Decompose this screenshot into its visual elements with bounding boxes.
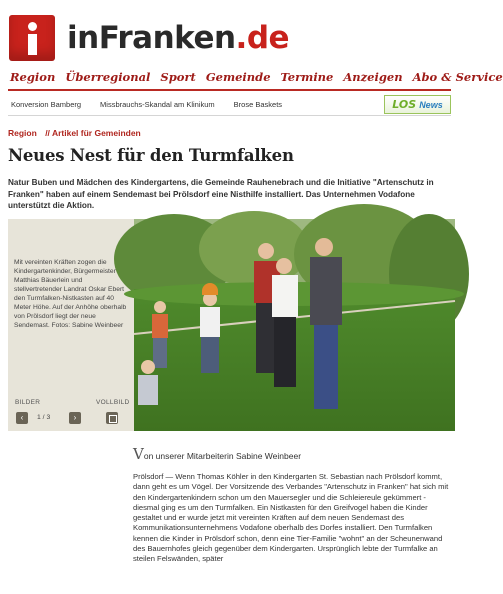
- breadcrumb-region[interactable]: Region: [8, 128, 37, 138]
- article-author: [133, 445, 301, 463]
- nav-item-sport[interactable]: Sport: [160, 70, 196, 84]
- nav-item-region[interactable]: Region: [10, 70, 56, 84]
- gallery-vollbild-label: VOLLBILD: [96, 399, 130, 406]
- main-nav: [10, 70, 503, 84]
- image-gallery: [8, 219, 455, 431]
- photo-scene: [134, 219, 455, 431]
- nav-item-gemeinde[interactable]: Gemeinde: [205, 70, 271, 84]
- los-badge-part2: News: [419, 99, 443, 110]
- site-logo[interactable]: [9, 12, 289, 64]
- subnav-item-konversion[interactable]: Konversion Bamberg: [11, 99, 82, 109]
- author-initial: V: [133, 445, 144, 463]
- gallery-caption: Mit vereinten Kräften zogen die Kindergartenkinder, Bürgermeister Matthias Bäuerlein und stellvertretender Landrat Oskar Ebert den Turmfalken-Nistkasten auf 40 Meter Höhe. Auf der Anhöhe oberhalb von Prölsdorf liegt der neue Sendemast. Fotos: Sabine Weinbeer: [14, 259, 127, 329]
- subnav-item-missbrauchs-skandal[interactable]: Missbrauchs-Skandal am Klinikum: [100, 99, 215, 109]
- chevron-left-icon[interactable]: ‹: [16, 412, 28, 424]
- breadcrumb-artikel[interactable]: // Artikel für Gemeinden: [45, 128, 141, 138]
- article-body: Prölsdorf — Wenn Thomas Köhler in den Kindergarten St. Sebastian nach Prölsdorf kommt, dann geht es um Vögel. Der Vorsitzende des Verbandes "Artenschutz in Franken" hat sich mit den Kindergartenkindern schon um den Mauersegler und die Schleiereule gekümmert - diesmal ging es um den Turmfalken. Ein Nistkasten für den Greifvogel haben die Kinder gestaltet und er wurde jetzt mit vereinten Kräften auf dem neuen Sendemast des Kommunikationsunternehmens Vodafone oberhalb des Dorfes installiert. Den Turmfalken kennen die Kinder in Prölsdorf schon, denn eine Tier-Familie "wohnt" an der Scheunenwand des Bauernhofes gleich gegenüber dem Kindergarten. Ursprünglich lebte der Turmfalke an steilen Felswänden, später: [133, 472, 449, 564]
- nav-item-termine[interactable]: Termine: [280, 70, 334, 84]
- gallery-photo[interactable]: [134, 219, 455, 431]
- gallery-bilder-label: BILDER: [15, 399, 41, 406]
- logo-tld: .de: [235, 20, 290, 56]
- breadcrumb: [8, 128, 141, 138]
- author-rest: on unserer Mitarbeiterin Sabine Weinbeer: [143, 451, 302, 461]
- nav-item-abo-service[interactable]: Abo & Service: [412, 70, 503, 84]
- subnav-item-brose-baskets[interactable]: Brose Baskets: [233, 99, 283, 109]
- fullscreen-icon[interactable]: [106, 412, 118, 424]
- los-badge-part1: LOS: [392, 98, 417, 111]
- nav-item-anzeigen[interactable]: Anzeigen: [343, 70, 403, 84]
- gallery-counter: 1 / 3: [37, 414, 51, 421]
- logo-i-icon: [9, 15, 55, 61]
- los-news-badge[interactable]: [384, 95, 451, 114]
- article-lead: Natur Buben und Mädchen des Kindergartens, die Gemeinde Rauhenebrach und die Initiative "Artenschutz in Franken" haben auf einem Sendemast bei Prölsdorf eine Nisthilfe installiert. Das Unternehmen Vodafone unterstützt die Aktion.: [8, 178, 434, 210]
- nav-item-ueberregional[interactable]: Überregional: [65, 70, 151, 84]
- sub-nav: [8, 93, 451, 116]
- chevron-right-icon[interactable]: ›: [69, 412, 81, 424]
- logo-wordmark: [67, 20, 289, 56]
- logo-brand: inFranken: [67, 20, 236, 56]
- article-headline: Neues Nest für den Turmfalken: [8, 146, 294, 165]
- nav-divider: [8, 89, 451, 91]
